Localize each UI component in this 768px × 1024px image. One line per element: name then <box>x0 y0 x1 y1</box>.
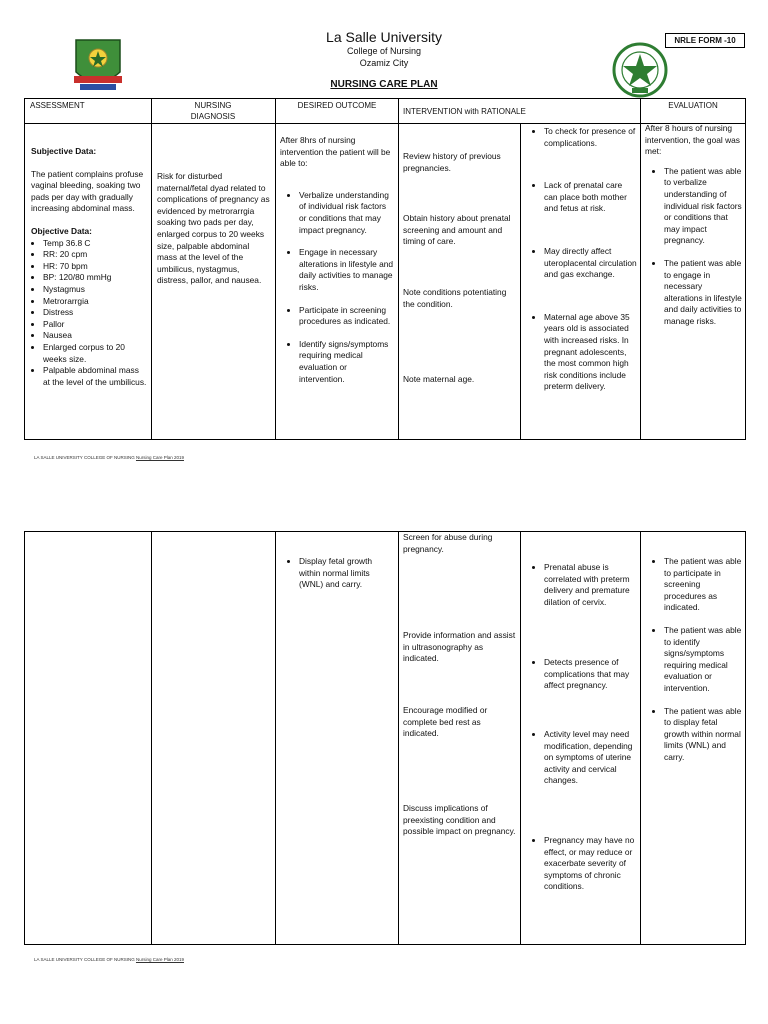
rationale-item <box>524 729 638 787</box>
column-divider <box>275 531 276 944</box>
assessment-header: ASSESSMENT <box>30 101 85 110</box>
outcome-item: • Identify signs/symptoms requiring medical evaluation or intervention. <box>299 339 394 385</box>
column-divider <box>275 98 276 439</box>
intervention-item: Screen for abuse during pregnancy. <box>403 532 493 554</box>
rationale-text: • Activity level may need modification, depending on symptoms of uterine activity and cervical changes. <box>544 729 638 787</box>
page2-footer <box>34 957 184 962</box>
subjective-text: The patient complains profuse vaginal bleeding, soaking two pads per day with gradually increasing abdominal mass. <box>31 168 144 214</box>
objective-item: • HR: 70 bpm <box>43 261 147 273</box>
footer-link: Nursing Care Plan 2019 <box>135 455 184 460</box>
intervention-item: Discuss implications of preexisting condition and possible impact on pregnancy. <box>403 803 516 837</box>
subjective-label: Subjective Data: <box>31 146 97 156</box>
rationale-item: • To check for presence of complications. <box>544 126 638 149</box>
column-divider <box>640 531 641 944</box>
plan-title: NURSING CARE PLAN <box>330 79 438 90</box>
rationale-text: • Prenatal abuse is correlated with preterm delivery and premature dilation of cervix. <box>544 562 638 608</box>
objective-item: • Enlarged corpus to 20 weeks size. <box>43 342 147 365</box>
rationale-text: • Detects presence of complications that may affect pregnancy. <box>544 657 638 692</box>
outcome-intro: After 8hrs of nursing intervention the patient will be able to: <box>280 135 391 169</box>
college-seal <box>612 42 668 98</box>
rationale-item <box>524 835 638 893</box>
page1-footer <box>34 455 184 460</box>
objective-item: • Distress <box>43 307 147 319</box>
column-divider <box>520 123 521 439</box>
outcome-item: • Verbalize understanding of individual risk factors or conditions that may impact pregnancy. <box>299 190 394 236</box>
objective-item: • Pallor <box>43 319 147 331</box>
rationale-item: • May directly affect uteroplacental circulation and gas exchange. <box>544 246 638 281</box>
intervention-item: Review history of previous pregnancies. <box>403 151 501 173</box>
rationale-item: • Lack of prenatal care can place both mother and fetus at risk. <box>544 180 638 215</box>
column-divider <box>398 98 399 439</box>
evaluation-item: • The patient was able to verbalize understanding of individual risk factors or conditions that may impact pregnancy. <box>664 166 743 247</box>
evaluation-intro: After 8 hours of nursing intervention, the goal was met: <box>645 123 740 157</box>
footer-link: Nursing Care Plan 2019 <box>135 957 184 962</box>
evaluation-item: • The patient was able to display fetal growth within normal limits (WNL) and carry. <box>664 706 743 764</box>
rationale-list <box>524 126 638 393</box>
column-divider <box>151 531 152 944</box>
university-name: La Salle University <box>326 29 442 45</box>
intervention-item: Provide information and assist in ultrasonography as indicated. <box>403 630 516 664</box>
assessment-cell <box>31 146 147 388</box>
objective-item: • BP: 120/80 mmHg <box>43 272 147 284</box>
outcome-cell <box>280 135 394 385</box>
objective-item: • Palpable abdominal mass at the level of the umbilicus. <box>43 365 147 388</box>
nursing-diagnosis-text: Risk for disturbed maternal/fetal dyad related to complications of pregnancy as evidenced by metrorarrgia soaking two pads per day, enlarged corpus to 20 weeks size, palpable abdominal mass at the level of the umbilicus, nystagmus, distress, pallor, and nausea. <box>157 171 270 286</box>
objective-item: • RR: 20 cpm <box>43 249 147 261</box>
outcome-item: • Participate in screening procedures as indicated. <box>299 305 394 328</box>
intervention-item: Encourage modified or complete bed rest as indicated. <box>403 705 488 739</box>
footer-prefix: LA SALLE UNIVERSITY COLLEGE OF NURSING <box>34 957 135 962</box>
college-name: College of Nursing <box>346 46 422 56</box>
intervention-item: Note conditions potentiating the condition. <box>403 287 507 309</box>
intervention-header: INTERVENTION with RATIONALE <box>403 107 526 116</box>
evaluation-item: • The patient was able to participate in screening procedures as indicated. <box>664 556 743 614</box>
objective-item: • Temp 36.8 C <box>43 238 147 250</box>
objective-label: Objective Data: <box>31 225 92 236</box>
intervention-item: Obtain history about prenatal screening and amount and timing of care. <box>403 213 511 247</box>
evaluation-cell-page2 <box>645 556 743 764</box>
intervention-item: Note maternal age. <box>403 374 475 384</box>
rationale-text: • Pregnancy may have no effect, or may reduce or exacerbate severity of symptoms of chronic conditions. <box>544 835 638 893</box>
footer-prefix: LA SALLE UNIVERSITY COLLEGE OF NURSING <box>34 455 135 460</box>
outcome-cell-page2 <box>280 556 394 591</box>
objective-item: • Nystagmus <box>43 284 147 296</box>
outcome-header: DESIRED OUTCOME <box>297 101 377 110</box>
column-divider <box>520 531 521 944</box>
column-divider <box>398 531 399 944</box>
objective-item: • Nausea <box>43 330 147 342</box>
outcome-item: • Display fetal growth within normal limits (WNL) and carry. <box>299 556 394 591</box>
evaluation-cell <box>645 123 743 328</box>
rationale-item <box>524 657 638 692</box>
header-row-divider <box>24 123 745 124</box>
outcome-item: • Engage in necessary alterations in lifestyle and daily activities to manage risks. <box>299 247 394 293</box>
rationale-item: • Maternal age above 35 years old is associated with increased risks. In pregnant adolescents, the most common high risk conditions include preterm delivery. <box>544 312 638 393</box>
column-divider <box>640 98 641 439</box>
evaluation-item: • The patient was able to identify signs/symptoms requiring medical evaluation or intervention. <box>664 625 743 695</box>
city-name: Ozamiz City <box>359 58 409 68</box>
objective-item: • Metrorarrgia <box>43 296 147 308</box>
evaluation-header: EVALUATION <box>668 101 718 110</box>
evaluation-item: • The patient was able to engage in necessary alterations in lifestyle and daily activities to manage risks. <box>664 258 743 328</box>
diagnosis-header: NURSING DIAGNOSIS <box>190 101 236 121</box>
rationale-item <box>524 562 638 608</box>
form-number: NRLE FORM -10 <box>665 33 745 48</box>
column-divider <box>151 98 152 439</box>
